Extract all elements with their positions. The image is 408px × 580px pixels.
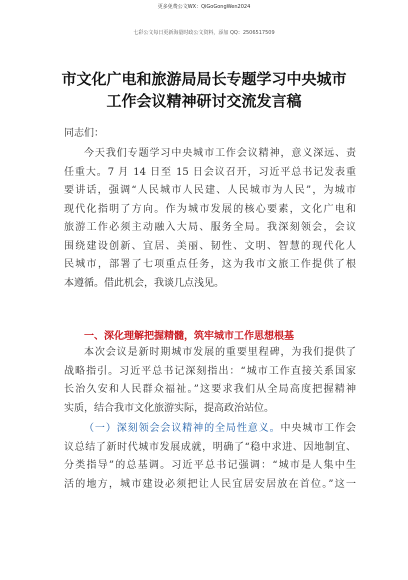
section-heading-1: 一、深化理解把握精髓，筑牢城市工作思想根基 (84, 331, 294, 342)
paragraph-line: 本遵循。借此机会，我谈几点浅见。 (64, 277, 224, 289)
document-title-line-1: 市文化广电和旅游局局长专题学习中央城市 (61, 70, 347, 88)
paragraph-line: 围绕建设创新、宜居、美丽、韧性、文明、智慧的现代化人 (64, 240, 356, 252)
paragraph-section-1 (64, 344, 356, 418)
paragraph-line (64, 420, 356, 439)
paragraph-line: 任重大。7 月 14 日至 15 日会议召开，习近平总书记发表重 (64, 166, 356, 178)
greeting: 同志们： (64, 128, 104, 139)
paragraph-line: 本次会议是新时期城市发展的重要里程碑，为我们提供了 (84, 347, 356, 358)
paragraph-line: 要讲话，强调“人民城市人民建、人民城市为人民”，为城市 (64, 185, 356, 196)
subheading-1: （一）深刻领会会议精神的全局性意义。 (84, 423, 281, 434)
paragraph-line: 民城市，部署了七项重点任务，这为我市文旅工作提供了根 (64, 259, 356, 270)
header-promo-line: 更多免费公文WX：QiGoGongWen2024 (157, 4, 251, 10)
paragraph-line: 长治久安和人民群众福祉。”这要求我们从全局高度把握精神 (64, 384, 356, 395)
paragraph-line: 今天我们专题学习中央城市工作会议精神，意义深远、责 (84, 148, 356, 159)
paragraph-line: 旅游工作必须主动融入大局、服务全局。我深刻领会，会议 (64, 222, 356, 233)
paragraph-line: 议总结了新时代城市发展成就，明确了“稳中求进、因地制宜、 (64, 441, 356, 453)
paragraph-intro (64, 145, 356, 293)
paragraph-line: 现代化指明了方向。作为城市发展的核心要素，文化广电和 (64, 203, 356, 215)
paragraph-line: 活的地方，城市建设必须把让人民宜居安居放在首位。”这一 (64, 478, 356, 490)
paragraph-line-tail: 中央城市工作会 (280, 423, 357, 434)
document-title-line-2: 工作会议精神研讨交流发言稿 (106, 92, 302, 110)
header-notice-line: 七彩公文每日更新海量时政公文资料，添加 QQ：2506517509 (133, 30, 275, 36)
paragraph-line: 战略指引。习近平总书记深刻指出：“城市工作直接关系国家 (64, 365, 356, 377)
paragraph-line: 分类指导”的总基调。习近平总书记强调：“城市是人集中生 (64, 460, 356, 471)
paragraph-line: 实质，结合我市文化旅游实际，提高政治站位。 (64, 402, 274, 414)
paragraph-subsection-1 (64, 420, 356, 494)
